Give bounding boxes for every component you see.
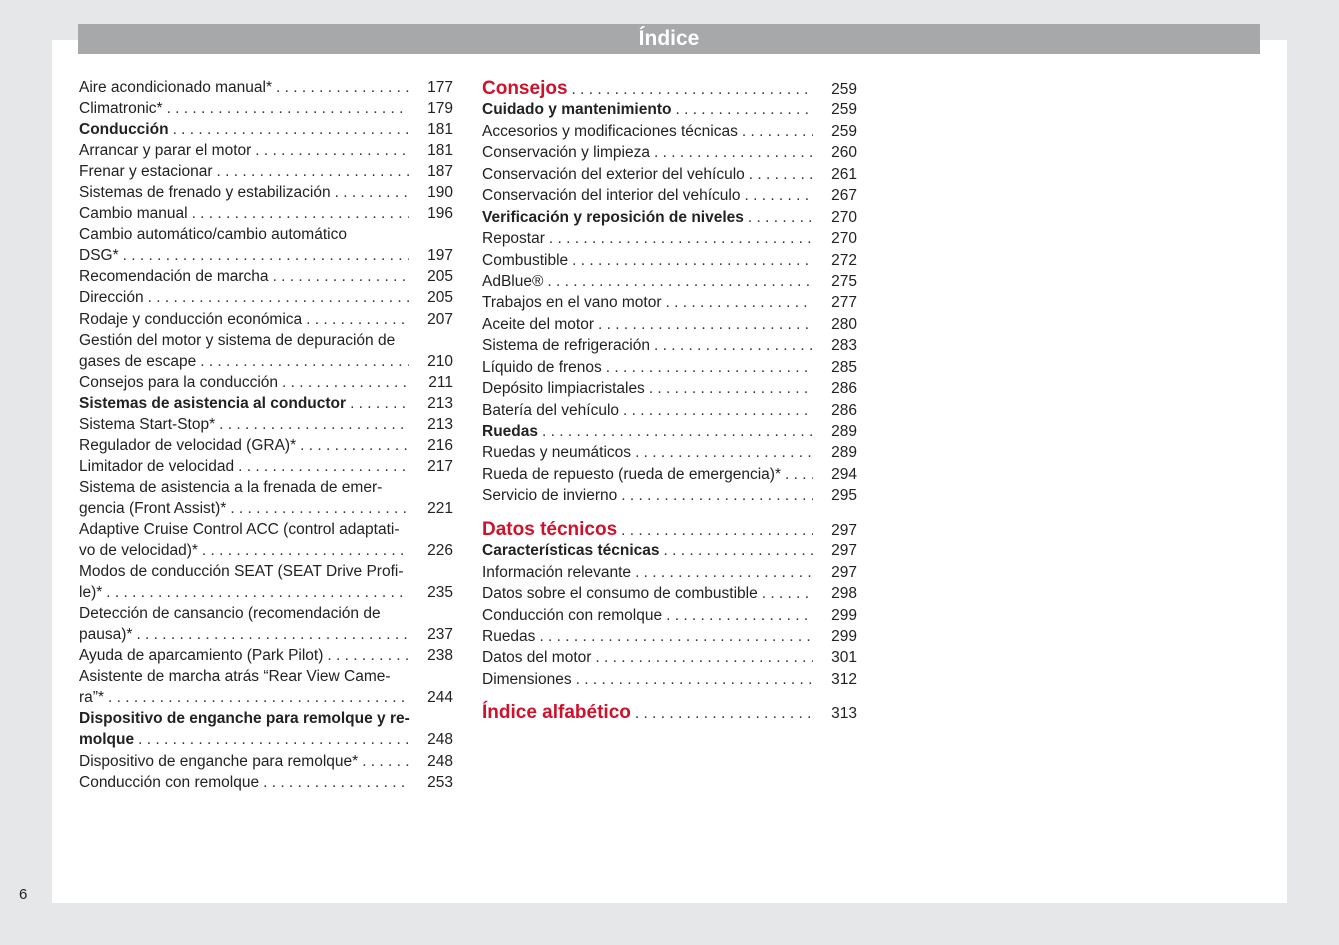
entry-page: 177 (427, 79, 453, 96)
toc-entry[interactable] (79, 119, 453, 140)
entry-page: 213 (427, 394, 453, 412)
entry-page: 294 (831, 465, 857, 483)
toc-entry[interactable] (482, 250, 857, 271)
toc-entry[interactable] (79, 182, 453, 203)
toc-entry[interactable] (482, 562, 857, 583)
entry-page: 267 (831, 187, 857, 205)
entry-page: 190 (427, 184, 453, 202)
entry-page: 196 (427, 205, 453, 223)
toc-chapter[interactable] (482, 519, 857, 540)
entry-page: 289 (831, 423, 857, 440)
entry-title: Modos de conducción SEAT (SEAT Drive Profi- (79, 563, 404, 581)
toc-entry[interactable] (482, 669, 857, 690)
toc-entry[interactable] (482, 647, 857, 668)
entry-title: Información relevante (482, 563, 632, 581)
entry-page: 197 (427, 247, 453, 265)
entry-page: 216 (427, 436, 453, 454)
entry-title: Cuidado y mantenimiento (482, 101, 672, 119)
toc-entry[interactable] (79, 540, 453, 561)
entry-page: 299 (831, 606, 857, 624)
entry-page: 238 (427, 647, 453, 665)
toc-entry[interactable] (79, 645, 453, 666)
entry-title: Gestión del motor y sistema de depuración de (79, 331, 396, 349)
dot-leader (649, 378, 813, 399)
entry-title: Batería del vehículo (482, 401, 620, 419)
dot-leader (606, 357, 813, 378)
dot-leader (749, 164, 813, 185)
header-title: Índice (638, 27, 700, 50)
dot-leader (282, 372, 409, 393)
entry-page: 283 (831, 337, 857, 355)
entry-title: Datos del motor (482, 649, 592, 667)
entry-title: Dispositivo de enganche para remolque y re- (79, 710, 410, 728)
entry-page: 205 (427, 268, 453, 286)
toc-entry[interactable] (79, 414, 453, 435)
dot-leader (762, 583, 813, 604)
toc-entry[interactable] (79, 245, 453, 266)
entry-page: 210 (427, 352, 453, 370)
dot-leader (576, 669, 813, 690)
toc-entry[interactable] (79, 98, 453, 119)
dot-leader (306, 309, 409, 330)
toc-entry (79, 224, 453, 245)
entry-title: Verificación y reposición de niveles (482, 208, 744, 226)
entry-title: Ruedas (482, 423, 538, 440)
toc-entry[interactable] (79, 309, 453, 330)
entry-page: 244 (427, 689, 453, 707)
entry-page: 286 (831, 401, 857, 419)
entry-page: 221 (427, 499, 453, 517)
entry-page: 275 (831, 272, 857, 290)
dot-leader (635, 442, 813, 463)
entry-page: 301 (831, 649, 857, 667)
entry-title: Sistemas de frenado y estabilización (79, 184, 331, 202)
entry-page: 289 (831, 444, 857, 462)
toc-entry (79, 519, 453, 540)
dot-leader (539, 626, 813, 647)
entry-title: Cambio automático/cambio automático (79, 226, 347, 244)
toc-entry[interactable] (79, 772, 453, 793)
dot-leader (230, 498, 409, 519)
dot-leader (255, 140, 409, 161)
toc-entry[interactable] (79, 393, 453, 414)
entry-title: pausa)* (79, 626, 133, 644)
entry-title: Dispositivo de enganche para remolque* (79, 752, 359, 770)
dot-leader (219, 414, 409, 435)
entry-page: 260 (831, 144, 857, 162)
toc-left-column (79, 77, 453, 793)
dot-leader (138, 729, 409, 750)
toc-entry[interactable] (482, 605, 857, 626)
entry-page: 237 (427, 626, 453, 644)
entry-page: 181 (427, 121, 453, 139)
entry-title: Adaptive Cruise Control ACC (control adaptati- (79, 520, 400, 538)
entry-page: 248 (427, 731, 453, 749)
toc-entry[interactable] (482, 540, 857, 561)
entry-title: gases de escape (79, 352, 197, 370)
toc-entry[interactable] (79, 372, 453, 393)
entry-title: Aire acondicionado manual* (79, 79, 273, 96)
entry-title: vo de velocidad)* (79, 542, 198, 560)
toc-entry (79, 603, 453, 624)
entry-title: Sistema de asistencia a la frenada de emer- (79, 478, 383, 496)
entry-title: ra”* (79, 689, 104, 707)
dot-leader (167, 98, 409, 119)
entry-title: Conducción con remolque (482, 606, 663, 624)
toc-entry[interactable] (482, 626, 857, 647)
entry-title: Trabajos en el vano motor (482, 294, 662, 312)
toc-entry[interactable] (482, 378, 857, 399)
entry-page: 312 (831, 670, 857, 688)
entry-title: Sistemas de asistencia al conductor (79, 394, 347, 412)
entry-page: 181 (427, 142, 453, 160)
toc-entry[interactable] (79, 435, 453, 456)
entry-page: 259 (831, 81, 857, 98)
dot-leader (666, 292, 814, 313)
toc-entry[interactable] (79, 351, 453, 372)
toc-entry[interactable] (482, 400, 857, 421)
entry-page: 205 (427, 289, 453, 307)
entry-page: 298 (831, 585, 857, 603)
entry-page: 211 (428, 373, 453, 391)
entry-title: Consejos para la conducción (79, 373, 279, 391)
dot-leader (598, 314, 813, 335)
toc-entry[interactable] (482, 121, 857, 142)
entry-title: Índice alfabético (482, 702, 631, 724)
toc-entry (79, 477, 453, 498)
entry-title: DSG* (79, 247, 119, 265)
toc-entry[interactable] (79, 582, 453, 603)
entry-title: Repostar (482, 230, 545, 248)
toc-entry[interactable] (482, 314, 857, 335)
toc-entry[interactable] (79, 203, 453, 224)
entry-title: Combustible (482, 251, 569, 269)
toc-entry[interactable] (79, 266, 453, 287)
entry-title: Dimensiones (482, 670, 572, 688)
toc-entry (79, 561, 453, 582)
entry-title: AdBlue® (482, 272, 544, 290)
dot-leader (623, 400, 813, 421)
dot-leader (595, 647, 813, 668)
entry-title: Frenar y estacionar (79, 163, 213, 181)
dot-leader (192, 203, 409, 224)
entry-page: 299 (831, 627, 857, 645)
entry-title: Climatronic* (79, 100, 163, 118)
entry-title: Ruedas (482, 627, 536, 645)
dot-leader (173, 119, 409, 140)
entry-title: Conducción con remolque (79, 773, 260, 791)
toc-entry[interactable] (482, 357, 857, 378)
toc-entry[interactable] (79, 751, 453, 772)
dot-leader (635, 562, 813, 583)
entry-title: Recomendación de marcha (79, 268, 269, 286)
dot-leader (238, 456, 409, 477)
toc-chapter[interactable] (482, 702, 857, 723)
entry-title: Sistema Start-Stop* (79, 415, 216, 433)
entry-page: 277 (831, 294, 857, 312)
toc-entry[interactable] (79, 77, 453, 98)
dot-leader (300, 435, 409, 456)
toc-entry (79, 666, 453, 687)
toc-entry[interactable] (79, 140, 453, 161)
entry-page: 261 (831, 165, 857, 183)
entry-page: 207 (427, 310, 453, 328)
dot-leader (744, 185, 813, 206)
entry-title: Conservación del interior del vehículo (482, 187, 741, 205)
dot-leader (200, 351, 409, 372)
dot-leader (108, 687, 409, 708)
dot-leader (785, 464, 813, 485)
toc-entry[interactable] (482, 164, 857, 185)
toc-chapter[interactable] (482, 78, 857, 99)
entry-page: 248 (427, 752, 453, 770)
dot-leader (549, 228, 813, 249)
page-number: 6 (19, 886, 28, 903)
dot-leader (542, 421, 813, 442)
toc-entry[interactable] (482, 142, 857, 163)
entry-title: Aceite del motor (482, 315, 594, 333)
dot-leader (123, 245, 409, 266)
toc-entry[interactable] (482, 228, 857, 249)
entry-title: Depósito limpiacristales (482, 380, 645, 398)
entry-page: 259 (831, 101, 857, 119)
entry-title: Datos sobre el consumo de combustible (482, 585, 758, 603)
entry-page: 226 (427, 542, 453, 560)
toc-entry[interactable] (482, 271, 857, 292)
entry-title: Rueda de repuesto (rueda de emergencia)* (482, 465, 781, 483)
entry-page: 285 (831, 358, 857, 376)
toc-entry[interactable] (482, 583, 857, 604)
entry-page: 253 (427, 773, 453, 791)
toc-entry[interactable] (482, 292, 857, 313)
entry-title: Ruedas y neumáticos (482, 444, 632, 462)
dot-leader (748, 207, 813, 228)
toc-entry[interactable] (79, 456, 453, 477)
toc-entry[interactable] (482, 464, 857, 485)
dot-leader (263, 772, 409, 793)
entry-title: Conservación del exterior del vehículo (482, 165, 745, 183)
entry-page: 297 (831, 563, 857, 581)
dot-leader (106, 582, 409, 603)
entry-title: Conducción (79, 121, 169, 139)
entry-page: 235 (427, 584, 453, 602)
entry-title: Cambio manual (79, 205, 188, 223)
entry-page: 297 (831, 521, 857, 539)
dot-leader (148, 287, 409, 308)
entry-page: 272 (831, 251, 857, 269)
entry-page: 297 (831, 542, 857, 560)
toc-entry[interactable] (79, 161, 453, 182)
toc-entry[interactable] (482, 185, 857, 206)
entry-title: Datos técnicos (482, 518, 618, 540)
dot-leader (742, 121, 813, 142)
toc-entry[interactable] (482, 442, 857, 463)
toc-entry[interactable] (482, 99, 857, 120)
entry-title: Líquido de frenos (482, 358, 602, 376)
toc-entry[interactable] (482, 335, 857, 356)
entry-title: Conservación y limpieza (482, 144, 650, 162)
toc-entry[interactable] (79, 729, 453, 750)
dot-leader (202, 540, 409, 561)
dot-leader (217, 161, 409, 182)
entry-page: 217 (427, 457, 453, 475)
dot-leader (635, 703, 813, 724)
entry-page: 295 (831, 487, 857, 505)
entry-page: 280 (831, 315, 857, 333)
entry-page: 313 (831, 705, 857, 723)
entry-title: molque (79, 731, 135, 749)
dot-leader (547, 271, 813, 292)
dot-leader (273, 266, 409, 287)
dot-leader (654, 335, 813, 356)
entry-title: Rodaje y conducción económica (79, 310, 303, 328)
toc-entry[interactable] (79, 687, 453, 708)
dot-leader (362, 751, 409, 772)
dot-leader (666, 605, 813, 626)
entry-title: Características técnicas (482, 542, 660, 560)
toc-entry[interactable] (482, 485, 857, 506)
entry-title: Asistente de marcha atrás “Rear View Came- (79, 668, 391, 686)
toc-entry[interactable] (482, 207, 857, 228)
toc-entry[interactable] (482, 421, 857, 442)
entry-page: 179 (427, 100, 453, 118)
entry-title: Dirección (79, 289, 144, 307)
entry-title: Ayuda de aparcamiento (Park Pilot) (79, 647, 324, 665)
toc-entry (79, 330, 453, 351)
dot-leader (136, 624, 409, 645)
entry-page: 286 (831, 380, 857, 398)
entry-title: Sistema de refrigeración (482, 337, 650, 355)
entry-page: 187 (427, 163, 453, 181)
entry-page: 270 (831, 230, 857, 248)
entry-title: Servicio de invierno (482, 487, 618, 505)
dot-leader (654, 142, 813, 163)
entry-title: Arrancar y parar el motor (79, 142, 252, 160)
toc-right-column (482, 78, 857, 724)
dot-leader (335, 182, 409, 203)
entry-page: 213 (427, 415, 453, 433)
entry-title: gencia (Front Assist)* (79, 499, 227, 517)
entry-title: Detección de cansancio (recomendación de (79, 605, 381, 623)
dot-leader (327, 645, 409, 666)
entry-title: Accesorios y modificaciones técnicas (482, 122, 738, 140)
dot-leader (664, 540, 813, 561)
dot-leader (572, 250, 813, 271)
page-header (78, 24, 1260, 54)
dot-leader (350, 393, 409, 414)
dot-leader (572, 79, 813, 100)
toc-entry[interactable] (79, 498, 453, 519)
entry-page: 270 (831, 208, 857, 226)
dot-leader (276, 77, 409, 98)
dot-leader (621, 485, 813, 506)
entry-title: le)* (79, 584, 103, 602)
toc-entry[interactable] (79, 624, 453, 645)
dot-leader (675, 99, 813, 120)
entry-title: Consejos (482, 78, 568, 99)
dot-leader (621, 520, 813, 541)
toc-entry (79, 708, 453, 729)
entry-title: Limitador de velocidad (79, 457, 235, 475)
entry-title: Regulador de velocidad (GRA)* (79, 436, 297, 454)
toc-entry[interactable] (79, 287, 453, 308)
entry-page: 259 (831, 122, 857, 140)
